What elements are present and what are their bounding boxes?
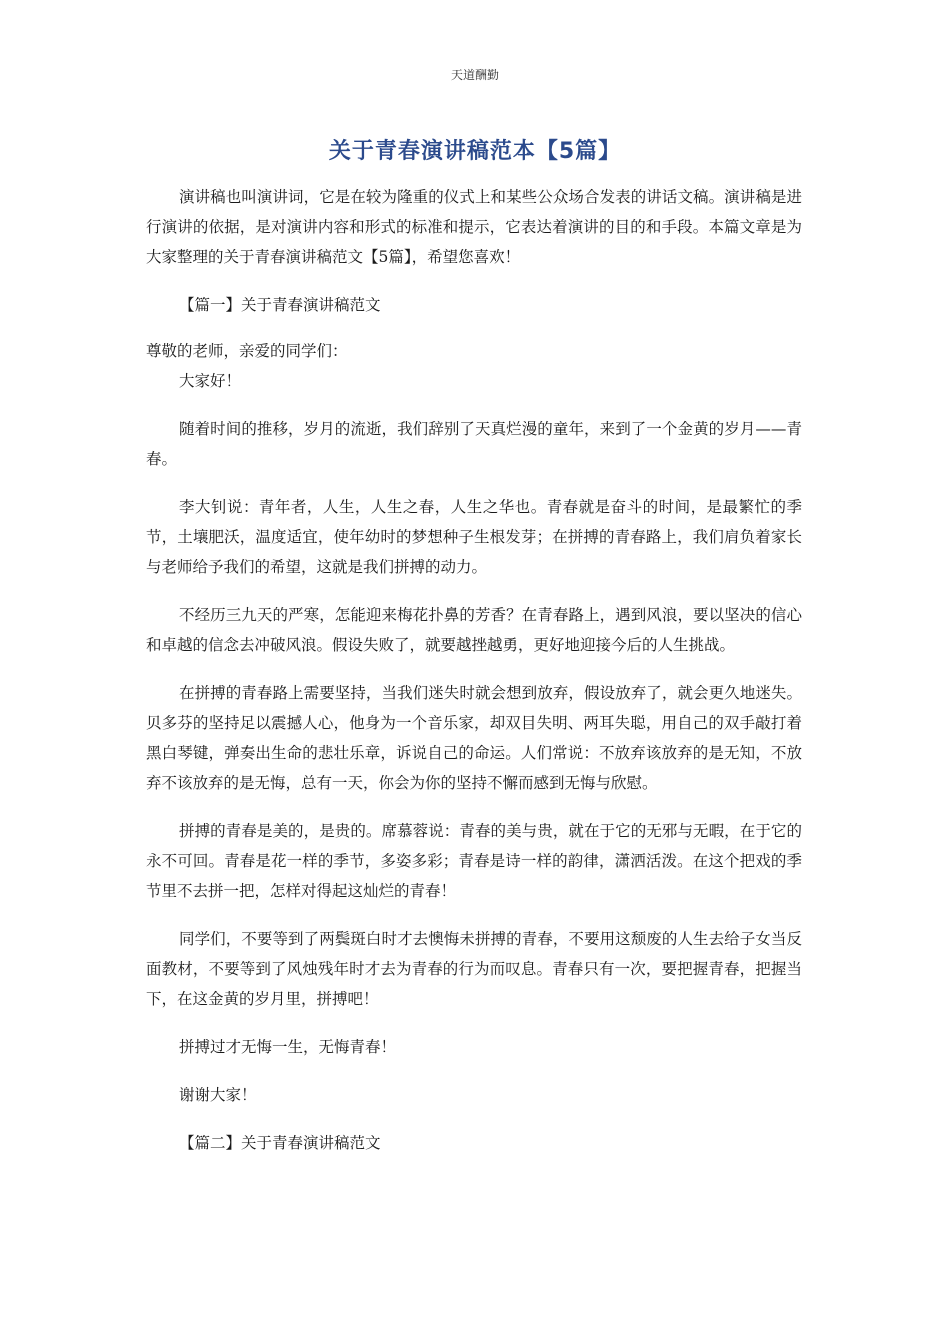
body-paragraph: 拼搏过才无悔一生，无悔青春！ [179,1038,397,1056]
salutation: 尊敬的老师，亲爱的同学们： [146,342,348,360]
body-paragraph: 在拼搏的青春路上需要坚持，当我们迷失时就会想到放弃，假设放弃了，就会更久地迷失。贝多芬的坚持足以震撼人心，他身为一个音乐家，却双目失明、两耳失聪，用自己的双手敲打着黑白琴键，弹奏出生命的悲壮乐章，诉说自己的命运。人们常说：不放弃该放弃的是无知，不放弃不该放弃的是无悔，总有一天，你会为你的坚持不懈而感到无悔与欣慰。 [146,684,802,792]
body-paragraph: 同学们，不要等到了两鬓斑白时才去懊悔未拼搏的青春，不要用这颓废的人生去给子女当反面教材，不要等到了风烛残年时才去为青春的行为而叹息。青春只有一次，要把握青春，把握当下，在这金黄的岁月里，拼搏吧！ [146,930,802,1008]
page-header: 天道酬勤 [450,68,499,82]
document-title: 关于青春演讲稿范本【5篇】 [328,139,622,164]
body-paragraph: 不经历三九天的严寒，怎能迎来梅花扑鼻的芳香？在青春路上，遇到风浪，要以坚决的信心和卓越的信念去冲破风浪。假设失败了，就要越挫越勇，更好地迎接今后的人生挑战。 [146,606,802,654]
intro-paragraph: 演讲稿也叫演讲词，它是在较为隆重的仪式上和某些公众场合发表的讲话文稿。演讲稿是进行演讲的依据，是对演讲内容和形式的标准和提示，它表达着演讲的目的和手段。本篇文章是为大家整理的关于青春演讲稿范文【5篇】，希望您喜欢！ [146,188,802,266]
greeting: 大家好！ [179,372,242,390]
body-paragraph: 拼搏的青春是美的，是贵的。席慕蓉说：青春的美与贵，就在于它的无邪与无暇，在于它的永不可回。青春是花一样的季节，多姿多彩；青春是诗一样的韵律，潇洒活泼。在这个把戏的季节里不去拼一把，怎样对得起这灿烂的青春！ [146,822,802,900]
body-paragraph: 谢谢大家！ [179,1086,257,1104]
section-heading-2: 【篇二】关于青春演讲稿范文 [179,1134,381,1152]
body-paragraph: 随着时间的推移，岁月的流逝，我们辞别了天真烂漫的童年，来到了一个金黄的岁月——青春。 [146,420,802,468]
body-paragraph: 李大钊说：青年者，人生，人生之春，人生之华也。青春就是奋斗的时间，是最繁忙的季节，土壤肥沃，温度适宜，使年幼时的梦想种子生根发芽；在拼搏的青春路上，我们肩负着家长与老师给予我们的希望，这就是我们拼搏的动力。 [146,498,802,576]
document-body [146,182,802,1158]
section-heading-1: 【篇一】关于青春演讲稿范文 [179,296,381,314]
